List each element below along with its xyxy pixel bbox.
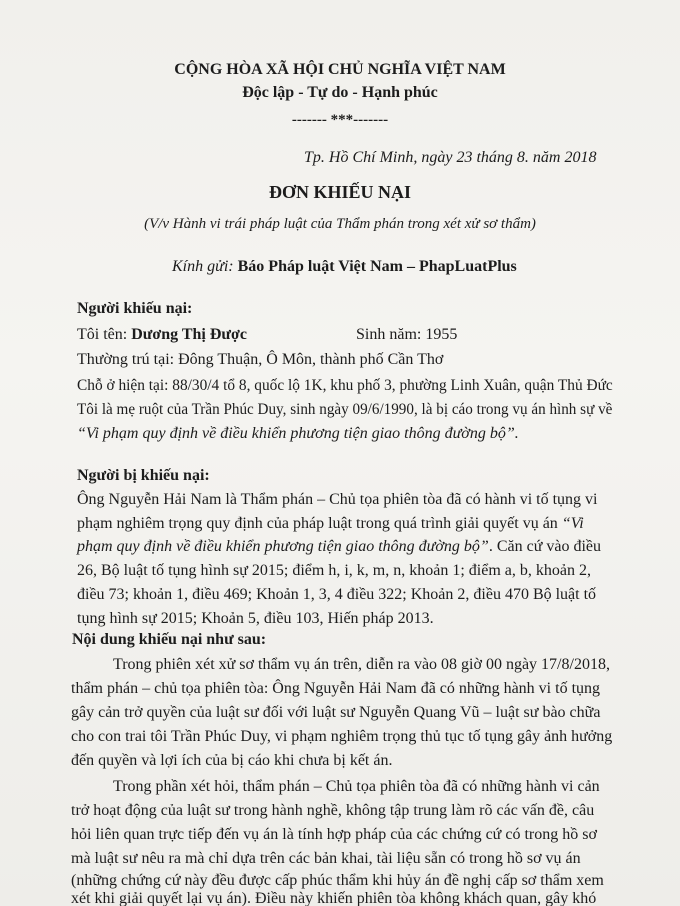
birth-year-line [356, 326, 457, 344]
respondent-heading: Người bị khiếu nại: [77, 467, 210, 484]
respondent-line-5: điều 73; khoản 1, điều 469; Khoản 1, 3, 4 điều 322; Khoản 2, điều 470 Bộ luật tố [77, 586, 597, 603]
motto: Độc lập - Tự do - Hạnh phúc [242, 84, 438, 101]
content-p2-line-2: trở hoạt động của luật sư trong hành nghề, không tập trung làm rõ các vấn đề, câu [71, 802, 595, 819]
content-p1-line-3: gây cản trở quyền của luật sư đối với luật sư Nguyễn Quang Vũ – luật sư bào chữa [71, 704, 601, 721]
respondent-line-6: tụng hình sự 2015; Khoản 5, điều 103, Hiến pháp 2013. [77, 610, 434, 627]
recipient-line [172, 258, 517, 276]
respondent-line-1: Ông Nguyễn Hải Nam là Thẩm phán – Chủ tọa phiên tòa đã có hành vi tố tụng vi [77, 491, 598, 508]
content-p2-line-4: mà luật sư nêu ra mà chỉ dựa trên các bản khai, tài liệu sẵn có trong hồ sơ vụ án [71, 850, 581, 867]
separator: ------- ***------- [291, 112, 389, 128]
content-p2-line-6: xét khi giải quyết lại vụ án). Điều này khiến phiên tòa không khách quan, gây khó [71, 890, 597, 906]
content-p2-line-5: (những chứng cứ này đều được cấp phúc thẩm khi hủy án đề nghị cấp sơ thẩm xem [71, 872, 604, 889]
content-p1-line-1: Trong phiên xét xử sơ thẩm vụ án trên, diễn ra vào 08 giờ 00 ngày 17/8/2018, [113, 656, 610, 673]
residence-line: Thường trú tại: Đông Thuận, Ô Môn, thành phố Cần Thơ [77, 351, 444, 368]
respondent-line-4: 26, Bộ luật tố tụng hình sự 2015; điểm h, i, k, m, n, khoản 1; điểm a, b, khoản 2, [77, 562, 591, 579]
content-p2-line-3: hỏi liên quan trực tiếp đến vụ án là tính hợp pháp của các chứng cứ có trong hồ sơ [71, 826, 597, 843]
current-address-line: Chỗ ở hiện tại: 88/30/4 tổ 8, quốc lộ 1K, khu phố 3, phường Linh Xuân, quận Thủ Đức [77, 377, 613, 394]
case-name-line: “Vi phạm quy định về điều khiển phương tiện giao thông đường bộ”. [77, 425, 519, 442]
content-p1-line-5: đến quyền và lợi ích của bị cáo khi chưa bị kết án. [71, 752, 393, 769]
complainant-heading: Người khiếu nại: [77, 300, 193, 317]
respondent-line-3: phạm quy định về điều khiển phương tiện giao thông đường bộ”. Căn cứ vào điều [77, 538, 602, 555]
nation-header: CỘNG HÒA XÃ HỘI CHỦ NGHĨA VIỆT NAM [174, 61, 506, 78]
content-p2-line-1: Trong phần xét hỏi, thẩm phán – Chủ tọa phiên tòa đã có những hành vi cản [113, 778, 600, 795]
document-title: ĐƠN KHIẾU NẠI [268, 182, 411, 202]
recipient-value: Báo Pháp luật Việt Nam – PhapLuatPlus [237, 258, 517, 275]
date-line: Tp. Hồ Chí Minh, ngày 23 tháng 8. năm 2018 [304, 149, 597, 166]
content-p1-line-2: thẩm phán – chủ tọa phiên tòa: Ông Nguyễn Hải Nam đã có những hành vi tố tụng [71, 680, 601, 697]
document-subtitle: (V/v Hành vi trái pháp luật của Thẩm phán trong xét xử sơ thẩm) [144, 216, 536, 232]
respondent-line-2: phạm nghiêm trọng quy định của pháp luật trong quá trình giải quyết vụ án “Vi [77, 515, 584, 532]
birth-label: Sinh năm: [356, 326, 422, 343]
complainant-name-line [77, 326, 247, 344]
content-p1-line-4: cho con trai tôi Trần Phúc Duy, vi phạm nghiêm trọng thủ tục tố tụng gây ảnh hưởng [71, 728, 613, 745]
recipient-label: Kính gửi: [172, 258, 234, 275]
relation-line: Tôi là mẹ ruột của Trần Phúc Duy, sinh ngày 09/6/1990, là bị cáo trong vụ án hình sự về [77, 401, 613, 418]
complainant-name: Dương Thị Được [131, 326, 247, 343]
content-heading: Nội dung khiếu nại như sau: [72, 631, 267, 648]
name-label: Tôi tên: [77, 326, 128, 343]
birth-year: 1955 [425, 326, 458, 343]
